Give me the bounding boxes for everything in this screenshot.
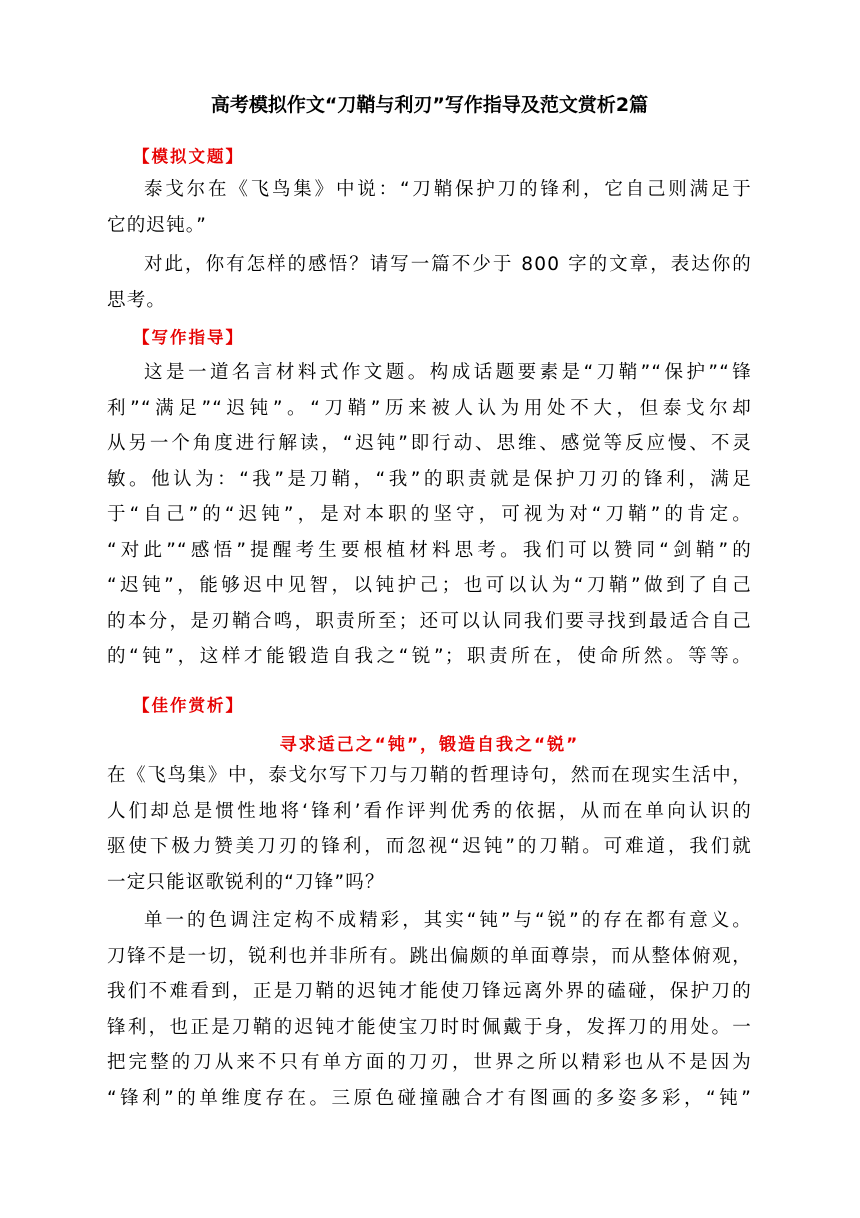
text-line: 这是一道名言材料式作文题。构成话题要素是“刀鞘”“保护”“锋	[144, 362, 752, 383]
text-line: 刀锋不是一切，锐利也并非所有。跳出偏颇的单面尊崇，而从整体俯观，	[107, 945, 752, 967]
text-line: 锋利，也正是刀鞘的迟钝才能使宝刀时时佩戴于身，发挥刀的用处。一	[107, 1016, 752, 1038]
text-line: 驱使下极力赞美刀刃的锋利，而忽视“迟钝”的刀鞘。可难道，我们就	[107, 836, 752, 857]
text-line: 单一的色调注定构不成精彩，其实“钝”与“锐”的存在都有意义。	[144, 910, 752, 931]
sample-heading: 【佳作赏析】	[133, 696, 244, 715]
text-line: 敏。他认为：“我”是刀鞘，“我”的职责就是保护刀刃的锋利，满足	[107, 468, 752, 490]
text-line: “迟钝”，能够迟中见智，以钝护己；也可以认为“刀鞘”做到了自己	[107, 575, 752, 596]
text-line: 在《飞鸟集》中，泰戈尔写下刀与刀鞘的哲理诗句，然而在现实生活中，	[107, 765, 752, 786]
text-line: 的本分，是刃鞘合鸣，职责所至；还可以认同我们要寻找到最适合自己	[107, 610, 752, 632]
document-title: 高考模拟作文“刀鞘与利刃”写作指导及范文赏析2篇	[210, 94, 649, 116]
essay-paragraph-2	[107, 903, 752, 1116]
prompt-heading: 【模拟文题】	[133, 147, 244, 166]
text-line: 我们不难看到，正是刀鞘的迟钝才能使刀锋远离外界的磕碰，保护刀的	[107, 981, 752, 1002]
essay-paragraph-1	[107, 758, 752, 900]
prompt-paragraph-1	[107, 172, 752, 243]
text-line: 泰戈尔在《飞鸟集》中说：“刀鞘保护刀的锋利，它自己则满足于	[144, 179, 752, 200]
text-line: 从另一个角度进行解读，“迟钝”即行动、思维、感觉等反应慢、不灵	[107, 433, 752, 454]
text-line: 它的迟钝。”	[107, 214, 208, 236]
guide-heading: 【写作指导】	[133, 328, 244, 347]
text-line: 一定只能讴歌锐利的“刀锋”吗？	[107, 871, 385, 893]
text-line: 人们却总是惯性地将‘锋利’看作评判优秀的依据，从而在单向认识的	[107, 800, 752, 822]
text-line: 把完整的刀从来不只有单方面的刀刃，世界之所以精彩也从不是因为	[107, 1052, 752, 1073]
text-line: “锋利”的单维度存在。三原色碰撞融合才有图画的多姿多彩，“钝”	[107, 1087, 752, 1109]
guide-paragraph	[107, 355, 752, 675]
text-line: 思考。	[107, 289, 167, 311]
essay-title: 寻求适己之“钝”，锻造自我之“锐”	[279, 735, 580, 755]
prompt-paragraph-2	[107, 247, 752, 318]
text-line: 于“自己”的“迟钝”，是对本职的坚守，可视为对“刀鞘”的肯定。	[107, 504, 752, 525]
text-line: “对此”“感悟”提醒考生要根植材料思考。我们可以赞同“剑鞘”的	[107, 539, 752, 561]
text-line: 对此，你有怎样的感悟？请写一篇不少于 800 字的文章，表达你的	[144, 254, 752, 275]
text-line: 的“钝”，这样才能锻造自我之“锐”；职责所在，使命所然。等等。	[107, 646, 752, 667]
text-line: 利”“满足”“迟钝”。“刀鞘”历来被人认为用处不大，但泰戈尔却	[107, 397, 752, 419]
